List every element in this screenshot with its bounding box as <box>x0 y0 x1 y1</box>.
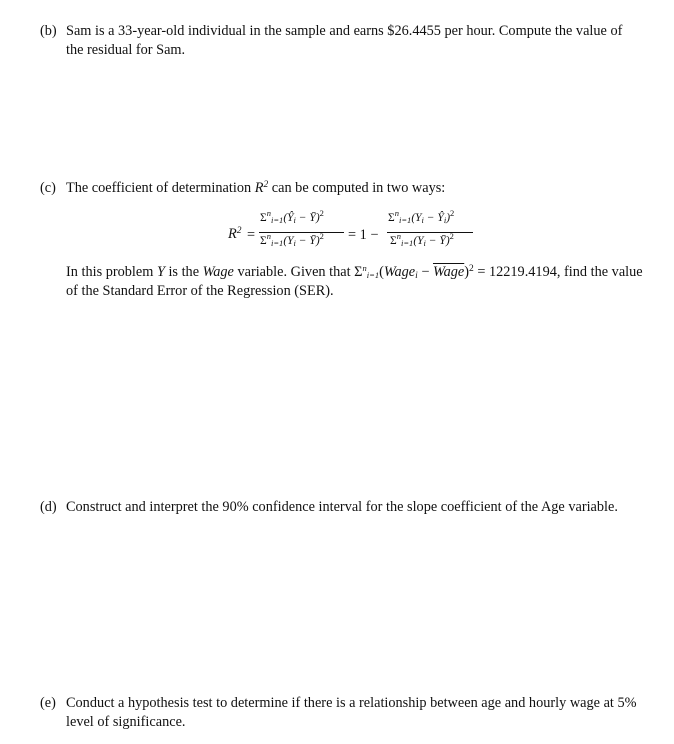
question-c <box>40 179 640 198</box>
question-e <box>40 694 640 732</box>
question-d <box>40 498 640 517</box>
fraction-2-numerator: $\Sigma^n_{i=1}(Y_i$ − $Ŷ_i)^2$ <box>388 208 455 225</box>
question-b <box>40 22 640 60</box>
question-c-followup: In this problem Y is the Wage variable. Given that $\Sigma^n_{i=1}(Wage_i$ − Wage)$^2$ = 12219.4194, find the value of the Standard Error of the Regression (SER). <box>66 263 643 299</box>
question-b-text: Sam is a 33-year-old individual in the sample and earns $26.4455 per hour. Compute the value of the residual for Sam. <box>66 23 623 58</box>
formula-equals: = <box>247 227 256 243</box>
formula-lhs: $R^2$ <box>228 226 242 242</box>
sum-of-squares-expression: $\Sigma^n_{i=1}(Wage_i$ − Wage)$^2$ <box>354 263 474 281</box>
fraction-1-numerator: $\Sigma^n_{i=1}(Ŷ_i$ − Ȳ)$^2$ <box>260 208 324 225</box>
question-d-label: (d) <box>40 499 57 515</box>
question-e-text: Conduct a hypothesis test to determine if there is a relationship between age and hourly wage at 5% level of significance. <box>66 695 637 730</box>
question-b-label: (b) <box>40 23 57 39</box>
question-d-text: Construct and interpret the 90% confidence interval for the slope coefficient of the Age variable. <box>66 499 618 515</box>
wage-variable: Wage <box>202 264 234 280</box>
question-e-label: (e) <box>40 695 56 711</box>
formula-one-minus: = 1 − <box>348 227 379 243</box>
fraction-2-denominator: $\Sigma^n_{i=1}(Y_i$ − Ȳ)$^2$ <box>390 231 454 248</box>
fraction-1-bar <box>259 232 344 233</box>
r-squared-formula <box>0 210 674 258</box>
question-c-label: (c) <box>40 180 56 196</box>
question-c-intro: The coefficient of determination $R^2$ can be computed in two ways: <box>66 180 446 196</box>
fraction-1-denominator: $\Sigma^n_{i=1}(Y_i$ − Ȳ)$^2$ <box>260 231 324 248</box>
r-squared-symbol: $R^2$ <box>254 180 269 196</box>
